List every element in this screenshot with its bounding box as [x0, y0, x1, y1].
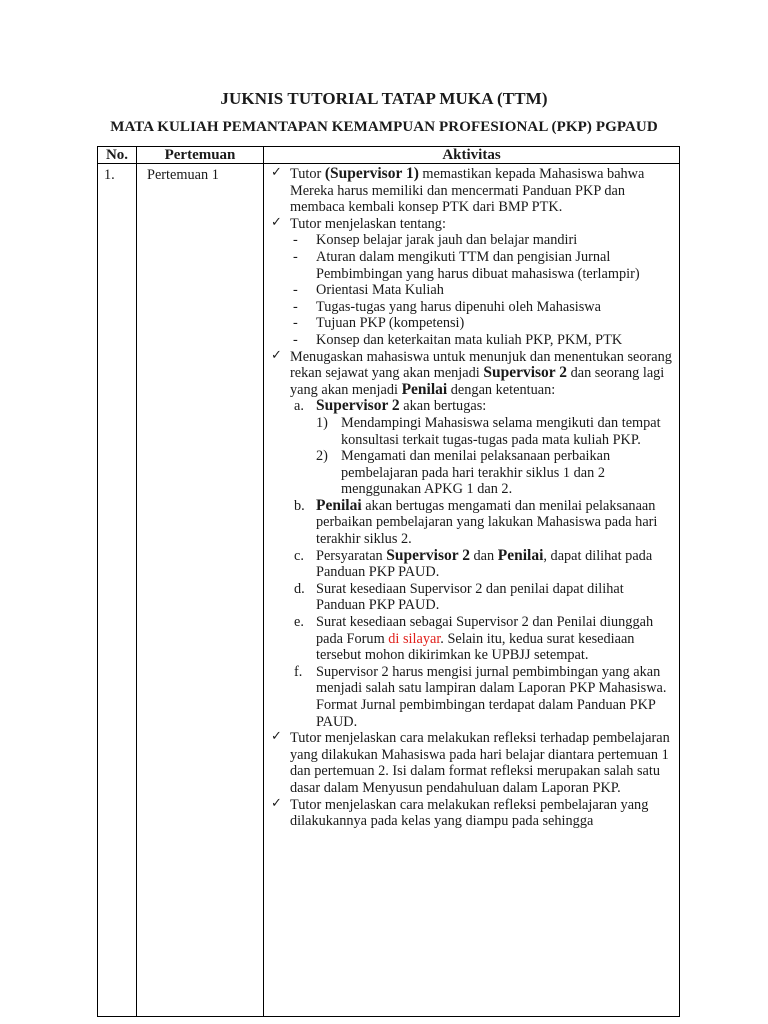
activity-item-5: ✓ Tutor menjelaskan cara melakukan refleksi pembelajaran yang dilakukannya pada kelas yang diampu pada sehingga — [271, 795, 649, 830]
check-icon: ✓ — [271, 165, 282, 180]
list-item: - Aturan dalam mengikuti TTM dan pengisian Jurnal Pembimbingan yang harus dibuat mahasiswa (terlampir) — [293, 248, 640, 282]
duty-list — [316, 415, 675, 498]
check-icon: ✓ — [271, 795, 282, 811]
list-item: d. Surat kesediaan Supervisor 2 dan penilai dapat dilihat Panduan PKP PAUD. — [294, 580, 624, 614]
list-item: - Konsep belajar jarak jauh dan belajar mandiri — [293, 232, 578, 249]
topic-list — [290, 232, 675, 348]
check-icon: ✓ — [271, 347, 282, 363]
activity-list — [268, 166, 675, 830]
row-pertemuan: Pertemuan 1 — [137, 164, 264, 1017]
list-item: c. Persyaratan Supervisor 2 dan Penilai, dapat dilihat pada Panduan PKP PAUD. — [294, 546, 653, 581]
list-item: f. Supervisor 2 harus mengisi jurnal pembimbingan yang akan menjadi salah satu lampiran dalam Laporan PKP Mahasiswa. Format Jurnal pembimbingan terdapat dalam Panduan PKP PAUD. — [294, 663, 667, 730]
list-item: 1) Mendampingi Mahasiswa selama mengikuti dan tempat konsultasi terkait tugas-tugas pada mata kuliah PKP. — [316, 414, 661, 448]
table-header-row — [98, 147, 680, 164]
activity-item-3: ✓ Menugaskan mahasiswa untuk menunjuk dan menentukan seorang rekan sejawat yang akan menjadi Supervisor 2 dan seorang lagi yang akan menjadi Penilai dengan ketentuan: a. Supervisor 2 akan bertugas: 1) Mendampingi Mahasiswa selama mengikuti dan tempat konsultasi terkait tugas-tugas pada mata kuliah PKP. 2) Mengamati dan menilai pelaksanaan perbaikan pembelajaran pada hari terakhir siklus 1 dan 2 menggunakan APKG 1 dan 2. b. Penilai akan bertugas mengamati dan menilai pelaksanaan perbaikan pembelajaran yang lakukan Mahasiswa pada hari terakhir siklus 2. c. Persyaratan Supervisor 2 dan Penilai, dapat dilihat pada Panduan PKP PAUD. d. Surat kesediaan Supervisor 2 dan penilai dapat dilihat Panduan PKP PAUD. e. Surat kesediaan sebagai Supervisor 2 dan Penilai diunggah pada Forum di silayar. Selain itu, kedua surat kesediaan tersebut mohon dikirimkan ke UPBJJ setempat. f. Supervisor 2 harus mengisi jurnal pembimbingan yang akan menjadi salah satu lampiran dalam Laporan PKP Mahasiswa. Format Jurnal pembimbingan terdapat dalam Panduan PKP PAUD. — [268, 349, 675, 731]
list-item: 2) Mengamati dan menilai pelaksanaan perbaikan pembelajaran pada hari terakhir siklus 1 dan 2 menggunakan APKG 1 dan 2. — [316, 448, 611, 498]
check-icon: ✓ — [271, 214, 282, 230]
header-pertemuan: Pertemuan — [137, 147, 264, 164]
silayar-link[interactable]: di silayar — [388, 630, 441, 647]
row-aktivitas — [264, 164, 680, 1017]
document-title: JUKNIS TUTORIAL TATAP MUKA (TTM) — [220, 89, 548, 108]
list-item: - Tugas-tugas yang harus dipenuhi oleh Mahasiswa — [293, 298, 601, 315]
activity-item-2: ✓ Tutor menjelaskan tentang: - Konsep belajar jarak jauh dan belajar mandiri - Aturan dalam mengikuti TTM dan pengisian Jurnal Pembimbingan yang harus dibuat mahasiswa (terlampir) - Orientasi Mata Kuliah - Tugas-tugas yang harus dipenuhi oleh Mahasiswa - Tujuan PKP (kompetensi) - Konsep dan keterkaitan mata kuliah PKP, PKM, PTK — [268, 216, 675, 349]
provisions-list — [290, 398, 675, 730]
check-icon: ✓ — [271, 729, 282, 745]
activity-item-1: ✓ Tutor (Supervisor 1) memastikan kepada Mahasiswa bahwa Mereka harus memiliki dan mencermati Panduan PKP dan membaca kembali konsep PTK dari BMP PTK. — [271, 165, 645, 216]
list-item: - Tujuan PKP (kompetensi) — [293, 315, 465, 332]
list-item: a. Supervisor 2 akan bertugas: 1) Mendampingi Mahasiswa selama mengikuti dan tempat konsultasi terkait tugas-tugas pada mata kuliah PKP. 2) Mengamati dan menilai pelaksanaan perbaikan pembelajaran pada hari terakhir siklus 1 dan 2 menggunakan APKG 1 dan 2. — [290, 398, 675, 498]
activity-table — [97, 146, 680, 1017]
header-no: No. — [98, 147, 137, 164]
table-row — [98, 164, 680, 1017]
activity-item-4: ✓ Tutor menjelaskan cara melakukan refleksi terhadap pembelajaran yang dilakukan Mahasiswa pada hari belajar diantara pertemuan 1 dan pertemuan 2. Isi dalam format refleksi merupakan salah satu dasar dalam Menyusun pendahuluan dalam Laporan PKP. — [271, 729, 670, 796]
list-item: b. Penilai akan bertugas mengamati dan menilai pelaksanaan perbaikan pembelajaran yang lakukan Mahasiswa pada hari terakhir siklus 2. — [294, 496, 658, 548]
header-aktivitas: Aktivitas — [264, 147, 680, 164]
document-subtitle: MATA KULIAH PEMANTAPAN KEMAMPUAN PROFESIONAL (PKP) PGPAUD — [110, 119, 658, 135]
list-item: - Orientasi Mata Kuliah — [293, 282, 444, 299]
list-item: - Konsep dan keterkaitan mata kuliah PKP, PKM, PTK — [293, 331, 623, 348]
row-number: 1. — [98, 164, 137, 1017]
list-item: e. Surat kesediaan sebagai Supervisor 2 dan Penilai diunggah pada Forum di silayar. Selain itu, kedua surat kesediaan tersebut mohon dikirimkan ke UPBJJ setempat. — [294, 614, 654, 664]
